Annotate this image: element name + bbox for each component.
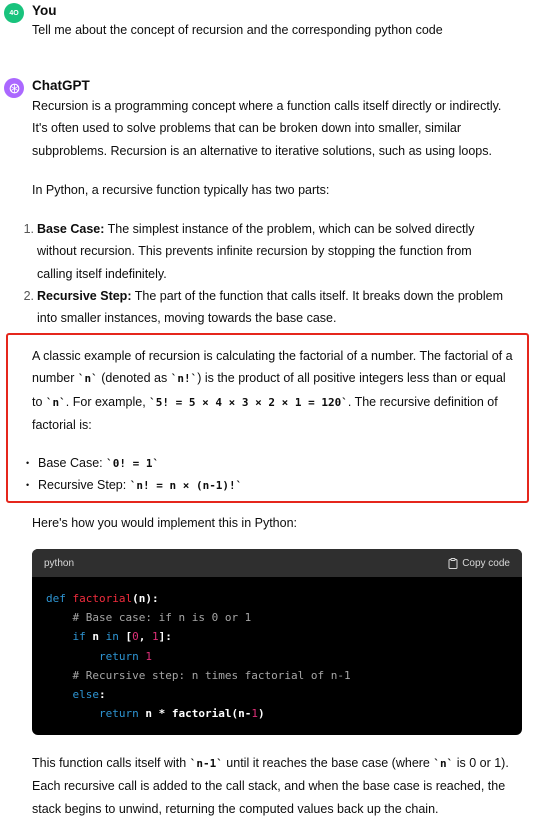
assistant-name: ChatGPT <box>32 78 90 93</box>
code-language-label: python <box>44 557 75 569</box>
list-item: • Recursive Step: `n! = n × (n-1)!` <box>26 478 243 492</box>
chatgpt-logo-icon <box>4 78 24 98</box>
user-avatar: 4O <box>4 3 24 23</box>
list-item: • Base Case: `0! = 1` <box>26 456 160 470</box>
code-block <box>32 549 522 735</box>
implementation-paragraph: Here's how you would implement this in Python: <box>32 516 298 530</box>
clipboard-icon <box>448 558 458 569</box>
parts-paragraph: In Python, a recursive function typically has two parts: <box>32 183 330 197</box>
user-name: You <box>32 3 57 18</box>
copy-code-button[interactable]: Copy code <box>448 558 510 569</box>
list-item: 2. Recursive Step: The part of the function that calls itself. It breaks down the problem into smaller instances, moving towards the base case. <box>23 289 503 326</box>
list-item: 1. Base Case: The simplest instance of the problem, which can be solved directly without recursion. This prevents infinite recursion by stopping the function from calling itself indefinitely. <box>23 222 475 281</box>
intro-paragraph: Recursion is a programming concept where a function calls itself directly or indirectly. It's often used to solve problems that can be broken down into smaller, similar subproblems. Recursion is an alternative to iterative solutions, such as using loops. <box>32 99 502 158</box>
closing-paragraph: This function calls itself with `n-1` until it reaches the base case (where `n` is 0 or 1). Each recursive call is added to the call stack, and when the base case is reached, the stack begins to unwind, returning the computed values back up the chain. <box>32 756 509 816</box>
code-content: def factorial(n): # Base case: if n is 0 or 1 if n in [0, 1]: return 1 # Recursive step: n times factorial of n-1 else: return n * factorial(n-1) <box>46 592 351 721</box>
code-header <box>32 549 522 577</box>
factorial-paragraph: A classic example of recursion is calculating the factorial of a number. The factorial of a number `n` (denoted as `n!`) is the product of all positive integers less than or equal to `n`. For example, `5! = 5 × 4 × 3 × 2 × 1 = 120`. The recursive definition of factorial is: <box>32 349 513 433</box>
user-message: Tell me about the concept of recursion and the corresponding python code <box>32 23 443 37</box>
